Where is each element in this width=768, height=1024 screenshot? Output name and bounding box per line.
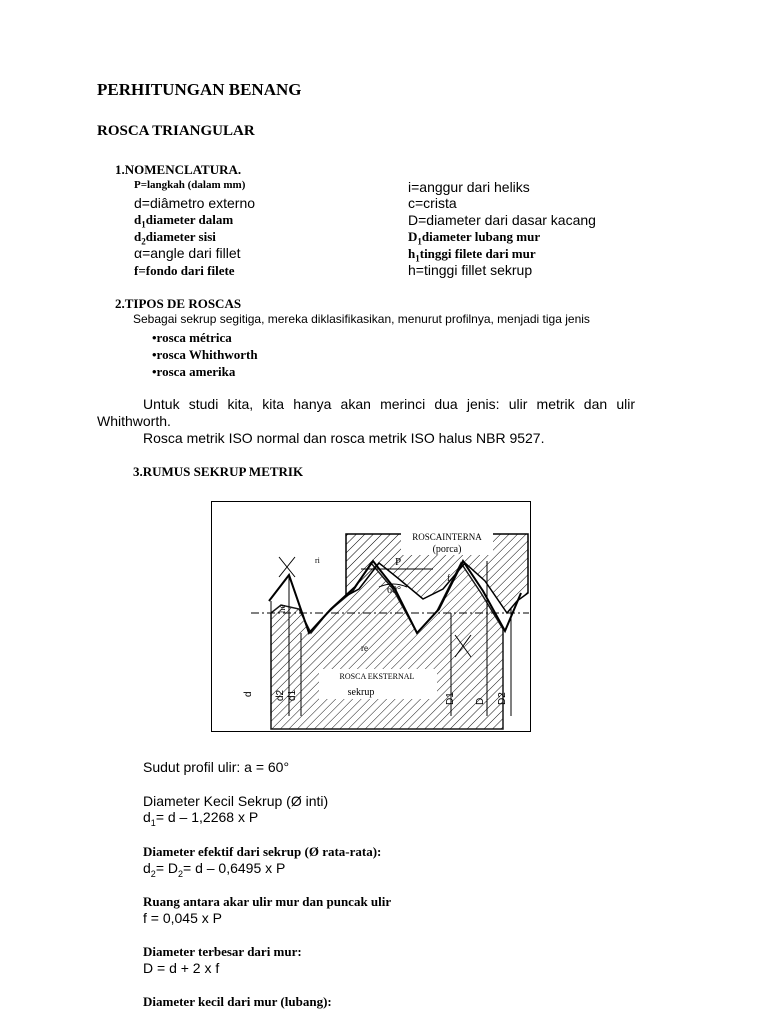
label-porca: (porca) — [432, 544, 462, 555]
small-diameter-formula: $d_1= d - 1,2268$ x P — [143, 809, 259, 828]
effective-diameter-formula: $d_2= D_2= d - 0,6495$ x P — [143, 860, 286, 879]
nomenclature-right-1: c=crista — [408, 195, 457, 211]
label-sekrup: sekrup — [347, 687, 375, 698]
label-d: d — [243, 691, 254, 697]
section-subtitle: ROSCA TRIANGULAR — [97, 123, 255, 139]
nomenclature-right-0: i=anggur dari heliks — [408, 179, 530, 195]
study-paragraph — [97, 396, 635, 430]
largest-diameter-formula: D = d + 2 x f — [143, 960, 220, 976]
largest-diameter-title: Diameter terbesar dari mur: — [143, 944, 302, 959]
thread-profile-figure — [211, 501, 531, 732]
label-D1: D1 — [445, 692, 456, 705]
nomenclature-left-0: P=langkah (dalam mm) — [134, 179, 246, 191]
metric-formula-heading: 3.RUMUS SEKRUP METRIK — [133, 464, 304, 479]
nomenclature-left-5: f=fondo dari filete — [134, 263, 235, 278]
label-internal: ROSCAINTERNA — [412, 532, 482, 542]
label-D2: D2 — [497, 692, 508, 705]
type-item-whitworth: •rosca Whithworth — [152, 347, 258, 362]
label-he: he — [277, 604, 287, 613]
types-intro: Sebagai sekrup segitiga, mereka diklasifikasikan, menurut profilnya, menjadi tiga jenis — [133, 312, 590, 326]
nomenclature-left-1: d=diâmetro externo — [134, 195, 256, 211]
types-heading: 2.TIPOS DE ROSCAS — [115, 296, 242, 311]
small-diameter-title: Diameter Kecil Sekrup (Ø inti) — [143, 793, 329, 809]
label-angle: 60° — [387, 585, 401, 596]
nomenclature-left-4: α=angle dari fillet — [134, 245, 241, 261]
label-P: P — [395, 556, 402, 568]
clearance-title: Ruang antara akar ulir mur dan puncak ulir — [143, 894, 392, 909]
nomenclature-right-2: D=diameter dari dasar kacang — [408, 212, 596, 228]
iso-paragraph: Rosca metrik ISO normal dan rosca metrik ISO halus NBR 9527. — [143, 430, 545, 446]
clearance-formula: f = 0,045 x P — [143, 910, 222, 926]
label-d2: d2 — [275, 689, 286, 701]
page-title: PERHITUNGAN BENANG — [97, 80, 302, 99]
nomenclature-left-2: $d_1diameter$ dalam — [134, 212, 234, 230]
study-paragraph-line2: Whithworth. — [97, 413, 171, 429]
nomenclature-right-4: $h_1tinggi$ filete dari mur — [408, 246, 536, 264]
nomenclature-right-3: $D_1diameter$ lubang mur — [408, 229, 541, 247]
nomenclature-heading: 1.NOMENCLATURA. — [115, 162, 242, 177]
nomenclature-right-5: h=tinggi fillet sekrup — [408, 262, 533, 278]
study-paragraph-line1: Untuk studi kita, kita hanya akan merinci dua jenis: ulir metrik dan ulir — [143, 396, 635, 412]
small-nut-diameter-title: Diameter kecil dari mur (lubang): — [143, 994, 332, 1009]
label-ri: ri — [315, 556, 320, 565]
label-f: f — [447, 573, 450, 583]
label-d1: d1 — [287, 689, 298, 701]
profile-angle-text: Sudut profil ulir: a = 60° — [143, 759, 290, 775]
type-item-metric: •rosca métrica — [152, 330, 232, 345]
label-external: ROSCA EKSTERNAL — [339, 672, 415, 681]
label-D: D — [475, 697, 486, 705]
type-item-american: •rosca amerika — [152, 364, 236, 379]
nomenclature-left-3: $d_2diameter$ sisi — [134, 229, 216, 247]
label-re: re — [361, 643, 368, 653]
effective-diameter-title: Diameter efektif dari sekrup (Ø rata-rata): — [143, 844, 382, 859]
